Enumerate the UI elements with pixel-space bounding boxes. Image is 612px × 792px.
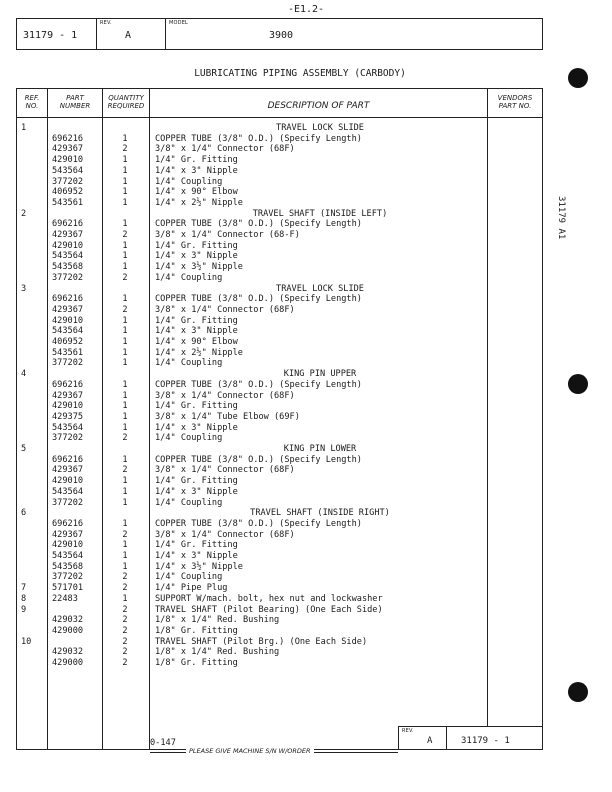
punch-hole-bottom	[568, 682, 588, 702]
table-row	[17, 155, 542, 166]
col-ref	[17, 94, 47, 110]
col-desc: DESCRIPTION OF PART	[267, 101, 370, 111]
quantity: 1	[122, 251, 128, 262]
quantity: 1	[122, 476, 128, 487]
part-number: 696216	[52, 379, 84, 390]
description: 1/8" x 1/4" Red. Bushing	[155, 615, 280, 626]
quantity: 2	[122, 636, 128, 647]
quantity: 2	[122, 583, 128, 594]
quantity: 2	[122, 433, 128, 444]
part-number: 543561	[52, 347, 84, 358]
description: 1/8" x 1/4" Red. Bushing	[155, 647, 280, 658]
description: 1/4" x 3½" Nipple	[155, 561, 243, 572]
quantity: 1	[122, 379, 128, 390]
part-number: 429367	[52, 529, 84, 540]
quantity: 2	[122, 230, 128, 240]
table-row	[17, 187, 542, 198]
quantity: 1	[122, 390, 128, 401]
description: 1/8" Gr. Fitting	[155, 658, 238, 668]
section-row	[17, 508, 542, 519]
page-number: -E1.2-	[287, 4, 325, 15]
footer-code: 0-147	[150, 738, 176, 748]
table-row	[17, 166, 542, 177]
description: 1/4" Gr. Fitting	[155, 315, 238, 326]
col-qty	[103, 94, 149, 110]
part-number: 696216	[52, 294, 84, 305]
quantity: 2	[122, 615, 128, 626]
quantity: 1	[122, 165, 128, 176]
description: SUPPORT W/mach. bolt, hex nut and lockwasher	[155, 593, 383, 604]
part-number: 429000	[52, 625, 84, 636]
part-number: 429010	[52, 540, 84, 551]
col-qty-line2: REQUIRED	[107, 102, 145, 110]
description: 1/4" Pipe Plug	[155, 583, 228, 594]
col-part-line1: PART	[66, 94, 84, 102]
part-number: 429367	[52, 230, 84, 240]
quantity: 1	[122, 240, 128, 251]
table-row	[17, 540, 542, 551]
page-title: LUBRICATING PIPING ASSEMBLY (CARBODY)	[194, 68, 406, 79]
doc-number: 31179 - 1	[23, 30, 78, 41]
table-row	[17, 551, 542, 562]
punch-hole-middle	[568, 374, 588, 394]
part-number: 406952	[52, 337, 84, 347]
table-row	[17, 637, 542, 648]
part-number: 377202	[52, 572, 84, 583]
description: 3/8" x 1/4" Connector (68F)	[155, 304, 295, 315]
description: 1/8" Gr. Fitting	[155, 625, 238, 636]
section-row	[17, 284, 542, 295]
ref-number: 5	[21, 444, 27, 454]
header-box	[16, 18, 543, 50]
description: COPPER TUBE (3/8" O.D.) (Specify Length)	[155, 133, 362, 144]
table-row	[17, 380, 542, 391]
quantity: 1	[122, 326, 128, 337]
quantity: 1	[122, 337, 128, 347]
ref-number: 4	[21, 369, 27, 380]
part-number: 429010	[52, 315, 84, 326]
section-row	[17, 444, 542, 455]
table-header	[17, 89, 542, 118]
part-number: 543564	[52, 251, 84, 262]
part-number: 429367	[52, 390, 84, 401]
quantity: 1	[122, 497, 128, 508]
quantity: 1	[122, 551, 128, 561]
description: 1/4" x 3" Nipple	[155, 486, 238, 497]
description: 1/4" Coupling	[155, 272, 223, 283]
quantity: 1	[122, 486, 128, 497]
part-number: 429010	[52, 240, 84, 251]
part-number: 406952	[52, 187, 84, 198]
table-row	[17, 615, 542, 626]
section-row	[17, 209, 542, 220]
table-row	[17, 498, 542, 509]
part-number: 543564	[52, 165, 84, 176]
margin-note: 31179 A1	[556, 196, 566, 240]
quantity: 2	[122, 272, 128, 283]
quantity: 1	[122, 187, 128, 198]
description: 1/4" x 3" Nipple	[155, 251, 238, 262]
section-title: TRAVEL LOCK SLIDE	[276, 123, 364, 133]
description: 1/4" Gr. Fitting	[155, 476, 238, 487]
table-row	[17, 198, 542, 209]
table-row	[17, 572, 542, 583]
table-row	[17, 337, 542, 348]
table-row	[17, 241, 542, 252]
part-number: 429010	[52, 155, 84, 166]
rev-value: A	[125, 30, 132, 41]
description: 1/4" Gr. Fitting	[155, 155, 238, 166]
description: 1/4" x 3" Nipple	[155, 551, 238, 561]
table-row	[17, 605, 542, 616]
col-ref-line1: REF.	[24, 94, 40, 102]
quantity: 2	[122, 304, 128, 315]
part-number: 429032	[52, 615, 84, 626]
table-row	[17, 134, 542, 145]
section-title: TRAVEL LOCK SLIDE	[276, 283, 364, 294]
col-part	[48, 94, 102, 110]
part-number: 429032	[52, 647, 84, 658]
table-row	[17, 326, 542, 337]
description: TRAVEL SHAFT (Pilot Bearing) (One Each Side)	[155, 604, 383, 615]
table-row	[17, 562, 542, 573]
quantity: 2	[122, 647, 128, 658]
ref-number: 8	[21, 593, 27, 604]
quantity: 1	[122, 347, 128, 358]
table-row	[17, 412, 542, 423]
table-row	[17, 273, 542, 284]
parts-table	[16, 88, 543, 750]
table-row	[17, 423, 542, 434]
quantity: 2	[122, 572, 128, 583]
table-row	[17, 401, 542, 412]
description: 3/8" x 1/4" Connector (68F)	[155, 390, 295, 401]
quantity: 1	[122, 454, 128, 465]
quantity: 2	[122, 658, 128, 668]
description: 1/4" Coupling	[155, 176, 223, 187]
part-number: 543564	[52, 422, 84, 433]
table-row	[17, 177, 542, 188]
quantity: 1	[122, 133, 128, 144]
description: 1/4" x 3" Nipple	[155, 326, 238, 337]
section-title: TRAVEL SHAFT (INSIDE RIGHT)	[250, 508, 390, 519]
description: COPPER TUBE (3/8" O.D.) (Specify Length)	[155, 294, 362, 305]
description: 3/8" x 1/4" Connector (68F)	[155, 144, 295, 155]
col-qty-line1: QUANTITY	[108, 94, 144, 102]
quantity: 1	[122, 197, 128, 208]
footer-rev-label: REV.	[402, 728, 414, 734]
ref-number: 10	[21, 636, 32, 647]
section-title: KING PIN LOWER	[283, 444, 357, 454]
description: 1/4" Coupling	[155, 497, 223, 508]
part-number: 543564	[52, 486, 84, 497]
part-number: 696216	[52, 133, 84, 144]
table-row	[17, 358, 542, 369]
quantity: 2	[122, 465, 128, 476]
description: 1/4" x 90° Elbow	[155, 187, 238, 198]
quantity: 1	[122, 518, 128, 529]
part-number: 571701	[52, 583, 84, 594]
description: COPPER TUBE (3/8" O.D.) (Specify Length)	[155, 379, 362, 390]
part-number: 22483	[52, 593, 78, 604]
table-row	[17, 262, 542, 273]
col-part-line2: NUMBER	[59, 102, 91, 110]
part-number: 377202	[52, 176, 84, 187]
description: 1/4" x 3½" Nipple	[155, 262, 243, 273]
description: COPPER TUBE (3/8" O.D.) (Specify Length)	[155, 454, 362, 465]
part-number: 696216	[52, 518, 84, 529]
quantity: 1	[122, 294, 128, 305]
quantity: 1	[122, 411, 128, 422]
punch-hole-top	[568, 68, 588, 88]
ref-number: 9	[21, 604, 27, 615]
section-row	[17, 369, 542, 380]
ref-number: 6	[21, 508, 27, 519]
table-row	[17, 391, 542, 402]
part-number: 429367	[52, 144, 84, 155]
table-row	[17, 594, 542, 605]
part-number: 429367	[52, 465, 84, 476]
quantity: 2	[122, 604, 128, 615]
description: 1/4" Coupling	[155, 572, 223, 583]
table-row	[17, 487, 542, 498]
quantity: 1	[122, 155, 128, 166]
header-divider-1	[96, 19, 97, 49]
table-row	[17, 144, 542, 155]
ref-number: 1	[21, 123, 27, 133]
table-row	[17, 530, 542, 541]
description: 1/4" Gr. Fitting	[155, 540, 238, 551]
description: 1/4" x 3" Nipple	[155, 422, 238, 433]
quantity: 2	[122, 529, 128, 540]
description: 1/4" x 90° Elbow	[155, 337, 238, 347]
section-row	[17, 123, 542, 134]
quantity: 2	[122, 625, 128, 636]
section-title: TRAVEL SHAFT (INSIDE LEFT)	[252, 208, 388, 219]
table-row	[17, 465, 542, 476]
footer-notice: PLEASE GIVE MACHINE S/N W/ORDER	[186, 747, 314, 755]
quantity: 1	[122, 540, 128, 551]
description: 1/4" Gr. Fitting	[155, 240, 238, 251]
part-number: 696216	[52, 219, 84, 230]
part-number: 429000	[52, 658, 84, 668]
description: COPPER TUBE (3/8" O.D.) (Specify Length)	[155, 219, 362, 230]
description: 1/4" Coupling	[155, 433, 223, 444]
col-vendor	[488, 94, 542, 110]
part-number: 543568	[52, 561, 84, 572]
quantity: 1	[122, 401, 128, 412]
description: 3/8" x 1/4" Connector (68-F)	[155, 230, 300, 240]
rev-label: REV.	[100, 20, 112, 26]
part-number: 543564	[52, 326, 84, 337]
description: TRAVEL SHAFT (Pilot Brg.) (One Each Side)	[155, 636, 368, 647]
footer-box	[398, 726, 542, 749]
part-number: 377202	[52, 272, 84, 283]
table-row	[17, 348, 542, 359]
table-row	[17, 230, 542, 241]
description: 1/4" Gr. Fitting	[155, 401, 238, 412]
quantity: 1	[122, 315, 128, 326]
table-row	[17, 519, 542, 530]
description: 1/4" x 2½" Nipple	[155, 347, 243, 358]
description: COPPER TUBE (3/8" O.D.) (Specify Length)	[155, 518, 362, 529]
part-number: 543568	[52, 262, 84, 273]
quantity: 1	[122, 176, 128, 187]
part-number: 377202	[52, 358, 84, 369]
col-ref-line2: NO.	[25, 102, 39, 110]
part-number: 543564	[52, 551, 84, 561]
table-row	[17, 251, 542, 262]
part-number: 543561	[52, 197, 84, 208]
model-value: 3900	[269, 30, 294, 41]
quantity: 1	[122, 358, 128, 369]
table-row	[17, 219, 542, 230]
table-row	[17, 305, 542, 316]
footer-divider	[446, 727, 447, 749]
part-number: 429010	[52, 401, 84, 412]
part-number: 696216	[52, 454, 84, 465]
part-number: 377202	[52, 497, 84, 508]
ref-number: 3	[21, 283, 27, 294]
description: 1/4" x 3" Nipple	[155, 165, 238, 176]
table-row	[17, 455, 542, 466]
description: 1/4" Coupling	[155, 358, 223, 369]
header-divider-2	[165, 19, 166, 49]
quantity: 1	[122, 561, 128, 572]
quantity: 2	[122, 144, 128, 155]
table-row	[17, 294, 542, 305]
part-number: 429367	[52, 304, 84, 315]
part-number: 429010	[52, 476, 84, 487]
description: 1/4" x 2½" Nipple	[155, 197, 243, 208]
model-label: MODEL	[169, 20, 189, 26]
footer-doc-number: 31179 - 1	[461, 736, 510, 746]
col-vendor-line2: PART NO.	[498, 102, 532, 110]
part-number: 377202	[52, 433, 84, 444]
quantity: 1	[122, 593, 128, 604]
description: 3/8" x 1/4" Tube Elbow (69F)	[155, 411, 300, 422]
table-row	[17, 583, 542, 594]
table-row	[17, 626, 542, 637]
ref-number: 2	[21, 208, 27, 219]
table-row	[17, 647, 542, 658]
section-title: KING PIN UPPER	[283, 369, 357, 380]
description: 3/8" x 1/4" Connector (68F)	[155, 529, 295, 540]
part-number: 429375	[52, 411, 84, 422]
quantity: 1	[122, 219, 128, 230]
table-row	[17, 476, 542, 487]
table-row	[17, 316, 542, 327]
quantity: 1	[122, 422, 128, 433]
col-vendor-line1: VENDORS	[497, 94, 533, 102]
quantity: 1	[122, 262, 128, 273]
table-row	[17, 658, 542, 669]
table-row	[17, 433, 542, 444]
ref-number: 7	[21, 583, 27, 594]
description: 3/8" x 1/4" Connector (68F)	[155, 465, 295, 476]
footer-rev-value: A	[427, 736, 433, 746]
